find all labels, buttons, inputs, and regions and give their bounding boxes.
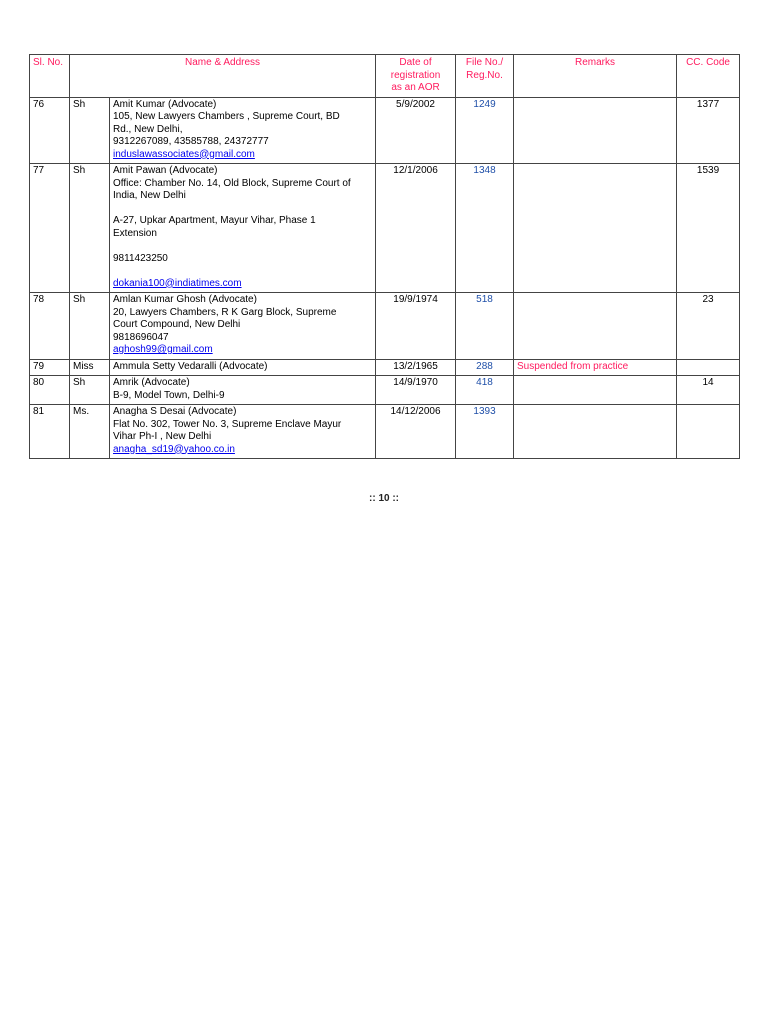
address-line: Rd., New Delhi, bbox=[113, 123, 183, 135]
cc-code-cell bbox=[677, 405, 740, 459]
sl-no-cell: 79 bbox=[30, 359, 70, 376]
spacer bbox=[113, 265, 372, 278]
page-number: :: 10 :: bbox=[369, 493, 399, 504]
cc-code-cell bbox=[677, 359, 740, 376]
name-address-cell bbox=[110, 97, 376, 164]
file-no-cell: 418 bbox=[456, 376, 514, 405]
remarks-cell bbox=[514, 376, 677, 405]
header-remarks: Remarks bbox=[514, 55, 677, 98]
address-line: 20, Lawyers Chambers, R K Garg Block, Supreme bbox=[113, 306, 337, 318]
header-row bbox=[30, 55, 740, 98]
sl-no-cell: 76 bbox=[30, 97, 70, 164]
address-line: Extension bbox=[113, 227, 157, 239]
address-line: 105, New Lawyers Chambers , Supreme Court, BD bbox=[113, 111, 340, 122]
file-no-cell: 1393 bbox=[456, 405, 514, 459]
remarks-cell: Suspended from practice bbox=[514, 359, 677, 376]
table-row bbox=[30, 293, 740, 360]
phone-line: 9312267089, 43585788, 24372777 bbox=[113, 136, 269, 147]
advocate-name: Amit Pawan (Advocate) bbox=[113, 165, 218, 176]
name-address-cell bbox=[110, 293, 376, 360]
sl-no-cell: 81 bbox=[30, 405, 70, 459]
header-cc-code: CC. Code bbox=[677, 55, 740, 98]
advocate-name: Amit Kumar (Advocate) bbox=[113, 98, 217, 110]
header-date: Date of registration as an AOR bbox=[376, 55, 456, 98]
address-line: India, New Delhi bbox=[113, 190, 186, 201]
address-line: Flat No. 302, Tower No. 3, Supreme Enclave Mayur bbox=[113, 418, 342, 430]
date-cell: 13/2/1965 bbox=[376, 359, 456, 376]
address-line: Vihar Ph-I , New Delhi bbox=[113, 431, 212, 442]
advocate-name: Amlan Kumar Ghosh (Advocate) bbox=[113, 294, 257, 305]
title-cell: Sh bbox=[70, 376, 110, 405]
date-cell: 5/9/2002 bbox=[376, 97, 456, 164]
date-cell: 14/12/2006 bbox=[376, 405, 456, 459]
sl-no-cell: 80 bbox=[30, 376, 70, 405]
table-row bbox=[30, 164, 740, 293]
header-sl-no: Sl. No. bbox=[30, 55, 70, 98]
name-address-cell bbox=[110, 405, 376, 459]
remarks-cell bbox=[514, 164, 677, 293]
title-cell: Miss bbox=[70, 359, 110, 376]
file-no-cell: 1348 bbox=[456, 164, 514, 293]
table-row bbox=[30, 376, 740, 405]
date-cell: 12/1/2006 bbox=[376, 164, 456, 293]
file-no-cell: 518 bbox=[456, 293, 514, 360]
sl-no-cell: 78 bbox=[30, 293, 70, 360]
phone-line: 9811423250 bbox=[113, 252, 168, 264]
aor-table bbox=[29, 54, 740, 459]
address-line: B-9, Model Town, Delhi-9 bbox=[113, 389, 225, 401]
cc-code-cell: 1539 bbox=[677, 164, 740, 293]
email-link[interactable]: induslawassociates@gmail.com bbox=[113, 148, 255, 160]
file-no-cell: 288 bbox=[456, 359, 514, 376]
advocate-name: Amrik (Advocate) bbox=[113, 377, 190, 388]
date-cell: 19/9/1974 bbox=[376, 293, 456, 360]
title-cell: Sh bbox=[70, 293, 110, 360]
header-file-no: File No./ Reg.No. bbox=[456, 55, 514, 98]
address-line: Office: Chamber No. 14, Old Block, Supreme Court of bbox=[113, 177, 351, 189]
email-link[interactable]: dokania100@indiatimes.com bbox=[113, 277, 242, 289]
advocate-name: Anagha S Desai (Advocate) bbox=[113, 406, 237, 417]
cc-code-cell: 23 bbox=[677, 293, 740, 360]
email-link[interactable]: anagha_sd19@yahoo.co.in bbox=[113, 443, 235, 455]
name-address-cell bbox=[110, 164, 376, 293]
name-address-cell bbox=[110, 359, 376, 376]
address-line: A-27, Upkar Apartment, Mayur Vihar, Phase 1 bbox=[113, 215, 316, 226]
remarks-cell bbox=[514, 293, 677, 360]
remarks-cell bbox=[514, 97, 677, 164]
phone-line: 9818696047 bbox=[113, 331, 169, 343]
table-row bbox=[30, 405, 740, 459]
remarks-cell bbox=[514, 405, 677, 459]
address-line: Court Compound, New Delhi bbox=[113, 319, 241, 330]
cc-code-cell: 1377 bbox=[677, 97, 740, 164]
spacer bbox=[113, 240, 372, 253]
name-address-cell bbox=[110, 376, 376, 405]
email-link[interactable]: aghosh99@gmail.com bbox=[113, 344, 213, 355]
title-cell: Sh bbox=[70, 164, 110, 293]
spacer bbox=[113, 203, 372, 216]
header-name-address: Name & Address bbox=[70, 55, 376, 98]
title-cell: Sh bbox=[70, 97, 110, 164]
sl-no-cell: 77 bbox=[30, 164, 70, 293]
cc-code-cell: 14 bbox=[677, 376, 740, 405]
file-no-cell: 1249 bbox=[456, 97, 514, 164]
date-cell: 14/9/1970 bbox=[376, 376, 456, 405]
table-row bbox=[30, 359, 740, 376]
advocate-name: Ammula Setty Vedaralli (Advocate) bbox=[113, 360, 268, 372]
table-row bbox=[30, 97, 740, 164]
title-cell: Ms. bbox=[70, 405, 110, 459]
